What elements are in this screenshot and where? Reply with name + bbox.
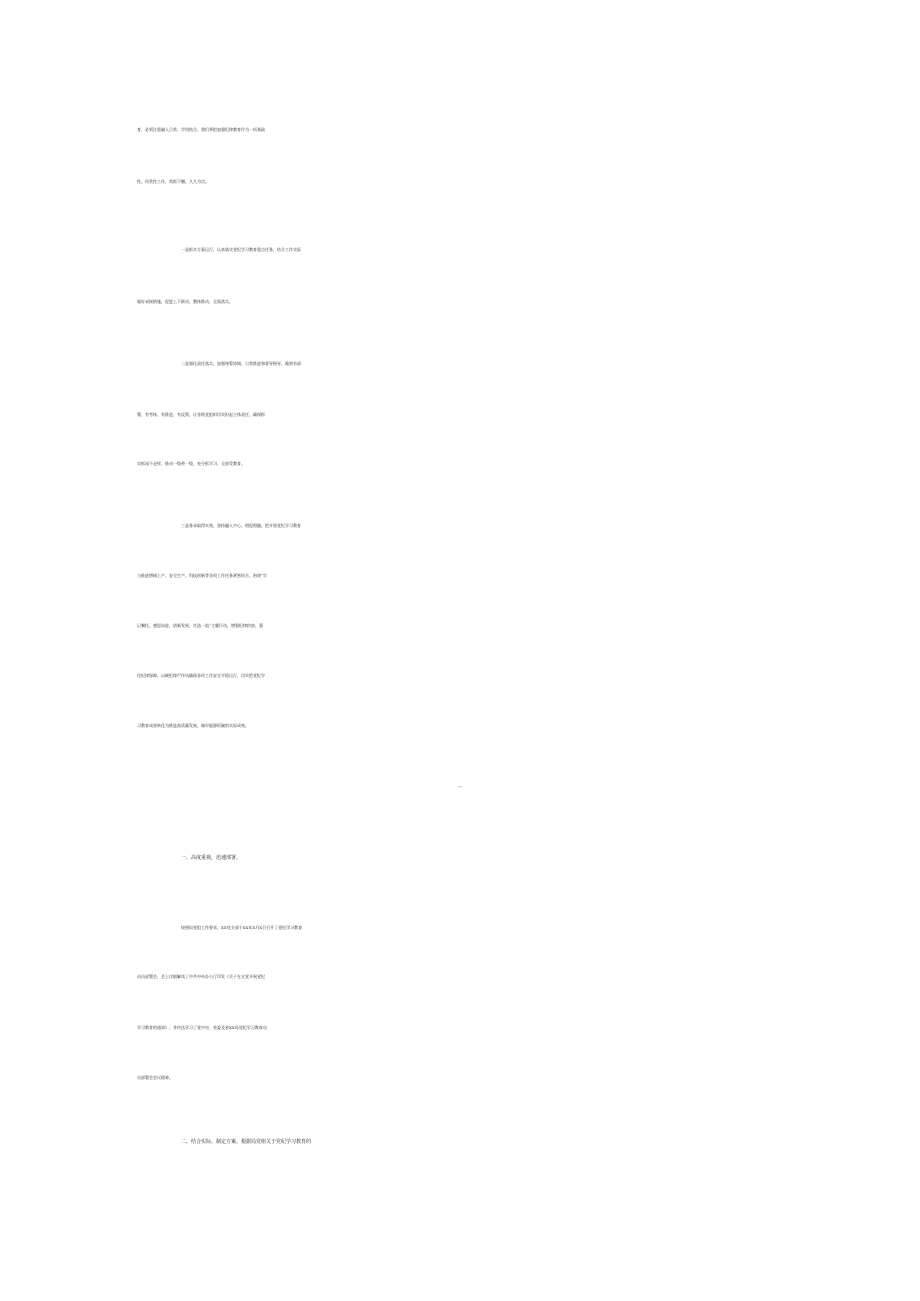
paragraph-line: 习教育成果转化为推进高质量发展、端牢能源饭碗的实际成效。: [137, 723, 249, 728]
heading-2: 二、结合实际、制定方案。根据局党组关于党纪学习教育的: [181, 1139, 312, 1145]
paragraph-line: 动员部署会，会上详细解读了中共中央办公厅印发《关于在全党开展党纪: [137, 974, 265, 979]
paragraph-line: 二是强化责任落实，加强统筹协调、日常推进和督导指导，做到有部: [181, 361, 301, 366]
paragraph-line: 一是抓实方案运行，认真落实党纪学习教育重点任务，结合工作实际: [181, 247, 301, 252]
paragraph-line: 化纪律保障，以硬纪律严作风确保各项工作安全平稳运行，切实把党纪学: [137, 673, 265, 678]
section-title: [0, 774, 920, 800]
paragraph-line: 性、经常性工作，常抓不懈、久久为功。: [137, 179, 209, 184]
paragraph-line: 记嘱托、感恩奋进，创新发展、打造一流”主题行动，增强纪律约束，强: [137, 623, 264, 628]
paragraph-line: 学习教育的通知》，并传达学习了党中央、省委及省XX局党纪学习教育动: [137, 1025, 267, 1030]
heading-1: 一、高度重视，迅速部署。: [181, 855, 242, 861]
paragraph-line: 按照局党组工作要求，XX党支部于XX年X月X日召开了党纪学习教育: [181, 925, 303, 930]
paragraph-line: 育，必须注重融入日常、学用结合。我们将把加强纪律教育作为一项基础: [137, 127, 265, 132]
paragraph-line: 三是务求取得实效，坚持融入中心、相促相融，把开展党纪学习教育: [181, 523, 301, 528]
paragraph-line: 署、有考核、有推进、有反馈，让各级党组织切实担起主体责任，确保抓: [137, 412, 265, 417]
paragraph-line: 与推进增储上产、安全生产、科技创新等各项工作任务紧密结合，围绕“牢: [137, 573, 268, 578]
paragraph-line: 员部署会会议精神。: [137, 1075, 173, 1080]
paragraph-line: 实抓深不走样，推动一级带一级，充分抓学习、全部受教育。: [137, 461, 245, 466]
paragraph-line: 做好承接措施，促进上下联动、整体推动、全面落实。: [137, 299, 233, 304]
